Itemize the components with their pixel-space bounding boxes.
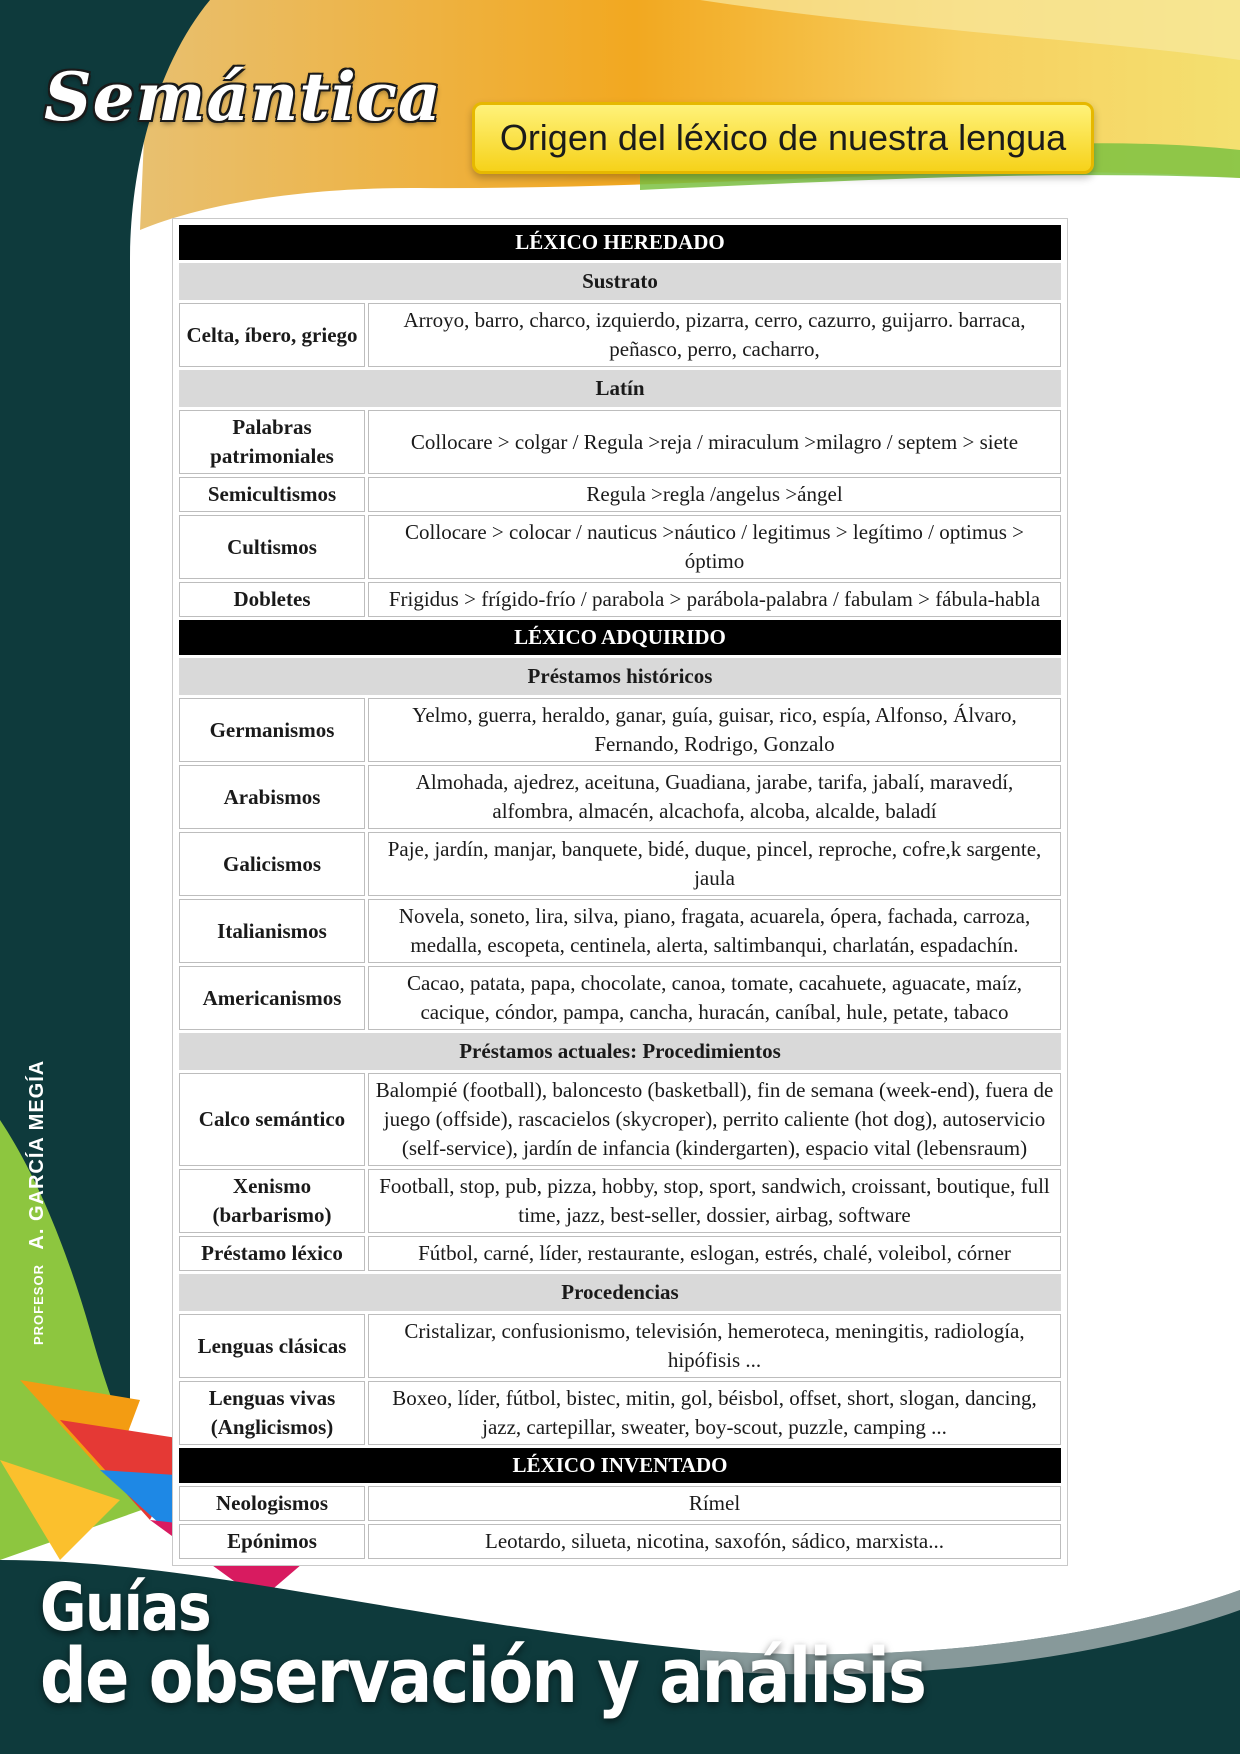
row-label: Celta, íbero, griego (179, 303, 365, 367)
author-credit (26, 1005, 49, 1345)
table-row (179, 832, 1061, 896)
table-row (179, 966, 1061, 1030)
row-examples: Regula >regla /angelus >ángel (368, 477, 1061, 512)
subsection-title: Sustrato (179, 263, 1061, 300)
table-row (179, 515, 1061, 579)
subsection-title: Préstamos actuales: Procedimientos (179, 1033, 1061, 1070)
table-row (179, 1314, 1061, 1378)
table-row (179, 477, 1061, 512)
footer-title-line1: Guías (40, 1569, 210, 1646)
row-label: Dobletes (179, 582, 365, 617)
row-examples: Collocare > colocar / nauticus >náutico / legitimus > legítimo / optimus > óptimo (368, 515, 1061, 579)
row-examples: Frigidus > frígido-frío / parabola > parábola-palabra / fabulam > fábula-habla (368, 582, 1061, 617)
table-row (179, 1073, 1061, 1166)
row-examples: Paje, jardín, manjar, banquete, bidé, duque, pincel, reproche, cofre,k sargente, jaula (368, 832, 1061, 896)
subsection-header-row (179, 1274, 1061, 1311)
footer-title-line2: de observación y análisis (40, 1631, 926, 1720)
table-row (179, 698, 1061, 762)
section-header-row (179, 225, 1061, 260)
row-label: Xenismo (barbarismo) (179, 1169, 365, 1233)
subsection-header-row (179, 1033, 1061, 1070)
table-row (179, 1486, 1061, 1521)
row-examples: Leotardo, silueta, nicotina, saxofón, sádico, marxista... (368, 1524, 1061, 1559)
profesor-label: PROFESOR (31, 1264, 46, 1345)
row-examples: Boxeo, líder, fútbol, bistec, mitin, gol, béisbol, offset, short, slogan, dancing, jazz, cartepillar, sweater, boy-scout, puzzle, camping ... (368, 1381, 1061, 1445)
row-label: Préstamo léxico (179, 1236, 365, 1271)
table-row (179, 582, 1061, 617)
row-examples: Collocare > colgar / Regula >reja / miraculum >milagro / septem > siete (368, 410, 1061, 474)
row-label: Lenguas clásicas (179, 1314, 365, 1378)
row-label: Galicismos (179, 832, 365, 896)
subsection-header-row (179, 263, 1061, 300)
row-examples: Novela, soneto, lira, silva, piano, fragata, acuarela, ópera, fachada, carroza, medalla, escopeta, centinela, alerta, saltimbanqui, charlatán, espadachín. (368, 899, 1061, 963)
table-row (179, 1169, 1061, 1233)
subsection-title: Préstamos históricos (179, 658, 1061, 695)
table-row (179, 303, 1061, 367)
table-row (179, 1524, 1061, 1559)
row-examples: Cacao, patata, papa, chocolate, canoa, tomate, cacahuete, aguacate, maíz, cacique, cóndor, pampa, cancha, huracán, caníbal, hule, petate, tabaco (368, 966, 1061, 1030)
row-label: Italianismos (179, 899, 365, 963)
row-label: Lenguas vivas (Anglicismos) (179, 1381, 365, 1445)
row-label: Americanismos (179, 966, 365, 1030)
row-examples: Cristalizar, confusionismo, televisión, hemeroteca, meningitis, radiología, hipófisis ... (368, 1314, 1061, 1378)
row-label: Neologismos (179, 1486, 365, 1521)
row-label: Cultismos (179, 515, 365, 579)
row-examples: Balompié (football), baloncesto (basketball), fin de semana (week-end), fuera de juego (offside), rascacielos (skycroper), perrito caliente (hot dog), autoservicio (self-service), jardín de infancia (kindergarten), espacio vital (lebensraum) (368, 1073, 1061, 1166)
section-title: LÉXICO ADQUIRIDO (179, 620, 1061, 655)
brand-title: Semántica (44, 58, 442, 136)
row-examples: Arroyo, barro, charco, izquierdo, pizarra, cerro, cazurro, guijarro. barraca, peñasco, perro, cacharro, (368, 303, 1061, 367)
row-examples: Almohada, ajedrez, aceituna, Guadiana, jarabe, tarifa, jabalí, maravedí, alfombra, almacén, alcachofa, alcoba, alcalde, baladí (368, 765, 1061, 829)
subsection-title: Latín (179, 370, 1061, 407)
table-row (179, 410, 1061, 474)
row-label: Semicultismos (179, 477, 365, 512)
row-examples: Rímel (368, 1486, 1061, 1521)
table-row (179, 765, 1061, 829)
author-name: A. GARCÍA MEGÍA (26, 1059, 48, 1250)
section-title: LÉXICO INVENTADO (179, 1448, 1061, 1483)
row-label: Calco semántico (179, 1073, 365, 1166)
table-row (179, 899, 1061, 963)
section-title: LÉXICO HEREDADO (179, 225, 1061, 260)
row-examples: Football, stop, pub, pizza, hobby, stop, sport, sandwich, croissant, boutique, full time, jazz, best-seller, dossier, airbag, software (368, 1169, 1061, 1233)
subsection-title: Procedencias (179, 1274, 1061, 1311)
table-row (179, 1236, 1061, 1271)
section-header-row (179, 1448, 1061, 1483)
table-row (179, 1381, 1061, 1445)
subsection-header-row (179, 370, 1061, 407)
row-examples: Fútbol, carné, líder, restaurante, eslogan, estrés, chalé, voleibol, córner (368, 1236, 1061, 1271)
row-label: Epónimos (179, 1524, 365, 1559)
row-label: Palabras patrimoniales (179, 410, 365, 474)
lexicon-table (176, 222, 1064, 1562)
subsection-header-row (179, 658, 1061, 695)
topic-banner: Origen del léxico de nuestra lengua (472, 102, 1094, 174)
lexicon-table-container (172, 218, 1068, 1566)
footer-title (40, 1569, 926, 1720)
row-examples: Yelmo, guerra, heraldo, ganar, guía, guisar, rico, espía, Alfonso, Álvaro, Fernando, Rodrigo, Gonzalo (368, 698, 1061, 762)
section-header-row (179, 620, 1061, 655)
row-label: Arabismos (179, 765, 365, 829)
row-label: Germanismos (179, 698, 365, 762)
